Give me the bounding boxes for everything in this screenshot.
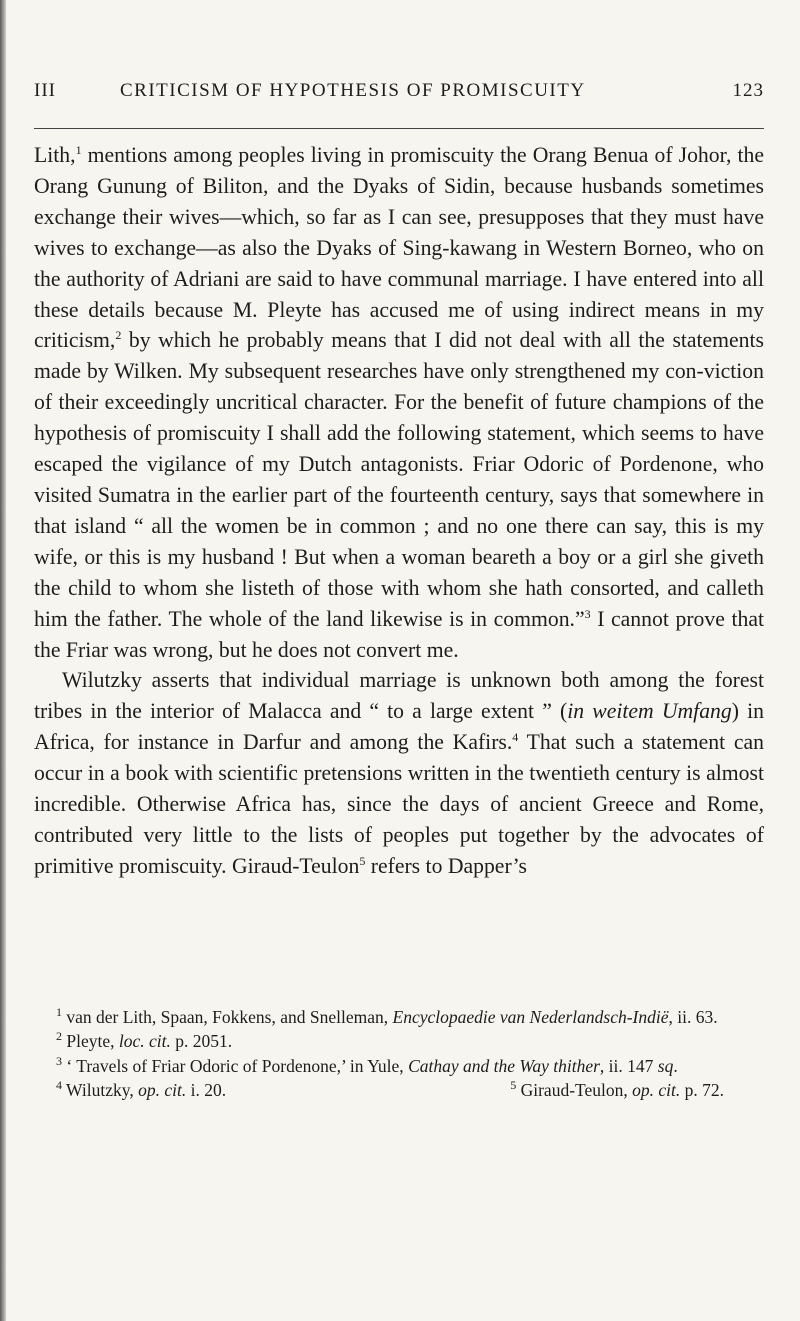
page-number: 123 [732,80,764,101]
book-spine-shadow [0,0,6,1321]
footnote-number: 3 [56,1053,62,1068]
footnote-number: 1 [56,1005,62,1020]
italic-phrase: in weitem Umfang [567,699,732,724]
footnote-5 [510,1078,724,1102]
text-run: mentions among peoples living in promiscuity the Orang Benua of Johor, the Orang Gunung of Biliton, and the Dyaks of Sidin, because husbands sometimes exchange their wives—which, so far as I can see, presupposes that they must have wives to exchange—as also the Dyaks of Sing-kawang in Western Borneo, who on the authority of Adriani are said to have communal marriage. I have entered into all these details because M. Pleyte has accused me of using indirect means in my criticism, [34,143,764,353]
footnote-3 [34,1054,764,1078]
text-run: by which he probably means that I did not deal with all the statements made by Wilken. My subsequent researches have only strengthened my con-viction of their exceedingly uncritical character. For the benefit of future champions of the hypothesis of promiscuity I shall add the following statement, which seems to have escaped the vigilance of my Dutch antagonists. Friar Odoric of Pordenone, who visited Sumatra in the earlier part of the fourteenth century, says that somewhere in that island “ all the women be in common ; and no one there can say, this is my wife, or this is my husband ! But when a woman beareth a boy or a girl she giveth the child to whom she listeth of those with whom she hath consorted, and calleth him the father. The whole of the land likewise is in common.” [34,328,764,631]
footnote-1 [34,1005,764,1029]
footnote-4 [34,1078,226,1102]
text-run: . [673,1055,678,1076]
text-run: van der Lith, Spaan, Fokkens, and Snelleman, [62,1007,393,1027]
text-run: Lith, [34,143,76,167]
italic-abbrev: sq [657,1055,674,1076]
text-run: Pleyte, [62,1031,119,1052]
running-title: CRITICISM OF HYPOTHESIS OF PROMISCUITY [120,80,586,101]
footnote-ref-5: 5 [359,853,366,868]
footnote-number: 4 [56,1078,62,1093]
italic-title: Cathay and the Way thither [408,1055,600,1076]
text-run: Giraud-Teulon, [516,1079,633,1100]
text-run: p. 72. [680,1079,724,1100]
footnote-2 [34,1029,764,1053]
italic-title: Encyclopaedie van Nederlandsch-Indië [392,1007,669,1027]
header-rule [34,128,764,129]
text-run: ‘ Travels of Friar Odoric of Pordenone,’ in Yule, [62,1055,409,1076]
footnote-ref-4: 4 [512,729,519,744]
footnote-number: 2 [56,1029,62,1044]
footnote-row-4-5 [34,1078,764,1102]
chapter-number: III [34,80,56,101]
footnote-ref-2: 2 [115,328,122,343]
text-run: p. 2051. [170,1031,233,1052]
footnote-ref-3: 3 [584,606,591,621]
text-run: That such a statement can occur in a book with scientific pretensions written in the twentieth century is almost incredible. Otherwise Africa has, since the days of ancient Greece and Rome, contributed very little to the lists of peoples put together by the advocates of primitive promiscuity. Giraud-Teulon [34,730,764,878]
main-text [34,140,764,882]
text-run: ) in Africa, for instance in Darfur and among the Kafirs. [34,699,764,755]
footnotes [34,1005,764,1102]
text-run: Wilutzky asserts that individual marriage is unknown both among the forest tribes in the interior of Malacca and “ to a large extent ” ( [34,668,764,724]
paragraph-2 [34,665,764,881]
text-run: i. 20. [186,1079,227,1100]
italic-abbrev: op. cit. [632,1079,681,1100]
text-run: , ii. 63. [668,1007,718,1027]
text-run: I cannot prove that the Friar was wrong, but he does not convert me. [34,606,764,662]
text-run: refers to Dapper’s [365,853,527,878]
footnote-ref-1: 1 [75,142,82,157]
footnote-number: 5 [510,1078,517,1093]
text-run: Wilutzky, [62,1079,139,1100]
italic-title: loc. cit. [118,1031,171,1052]
running-header [34,80,764,106]
text-run: , ii. 147 [599,1055,658,1076]
paragraph-1 [34,140,764,665]
italic-abbrev: op. cit. [138,1079,187,1100]
